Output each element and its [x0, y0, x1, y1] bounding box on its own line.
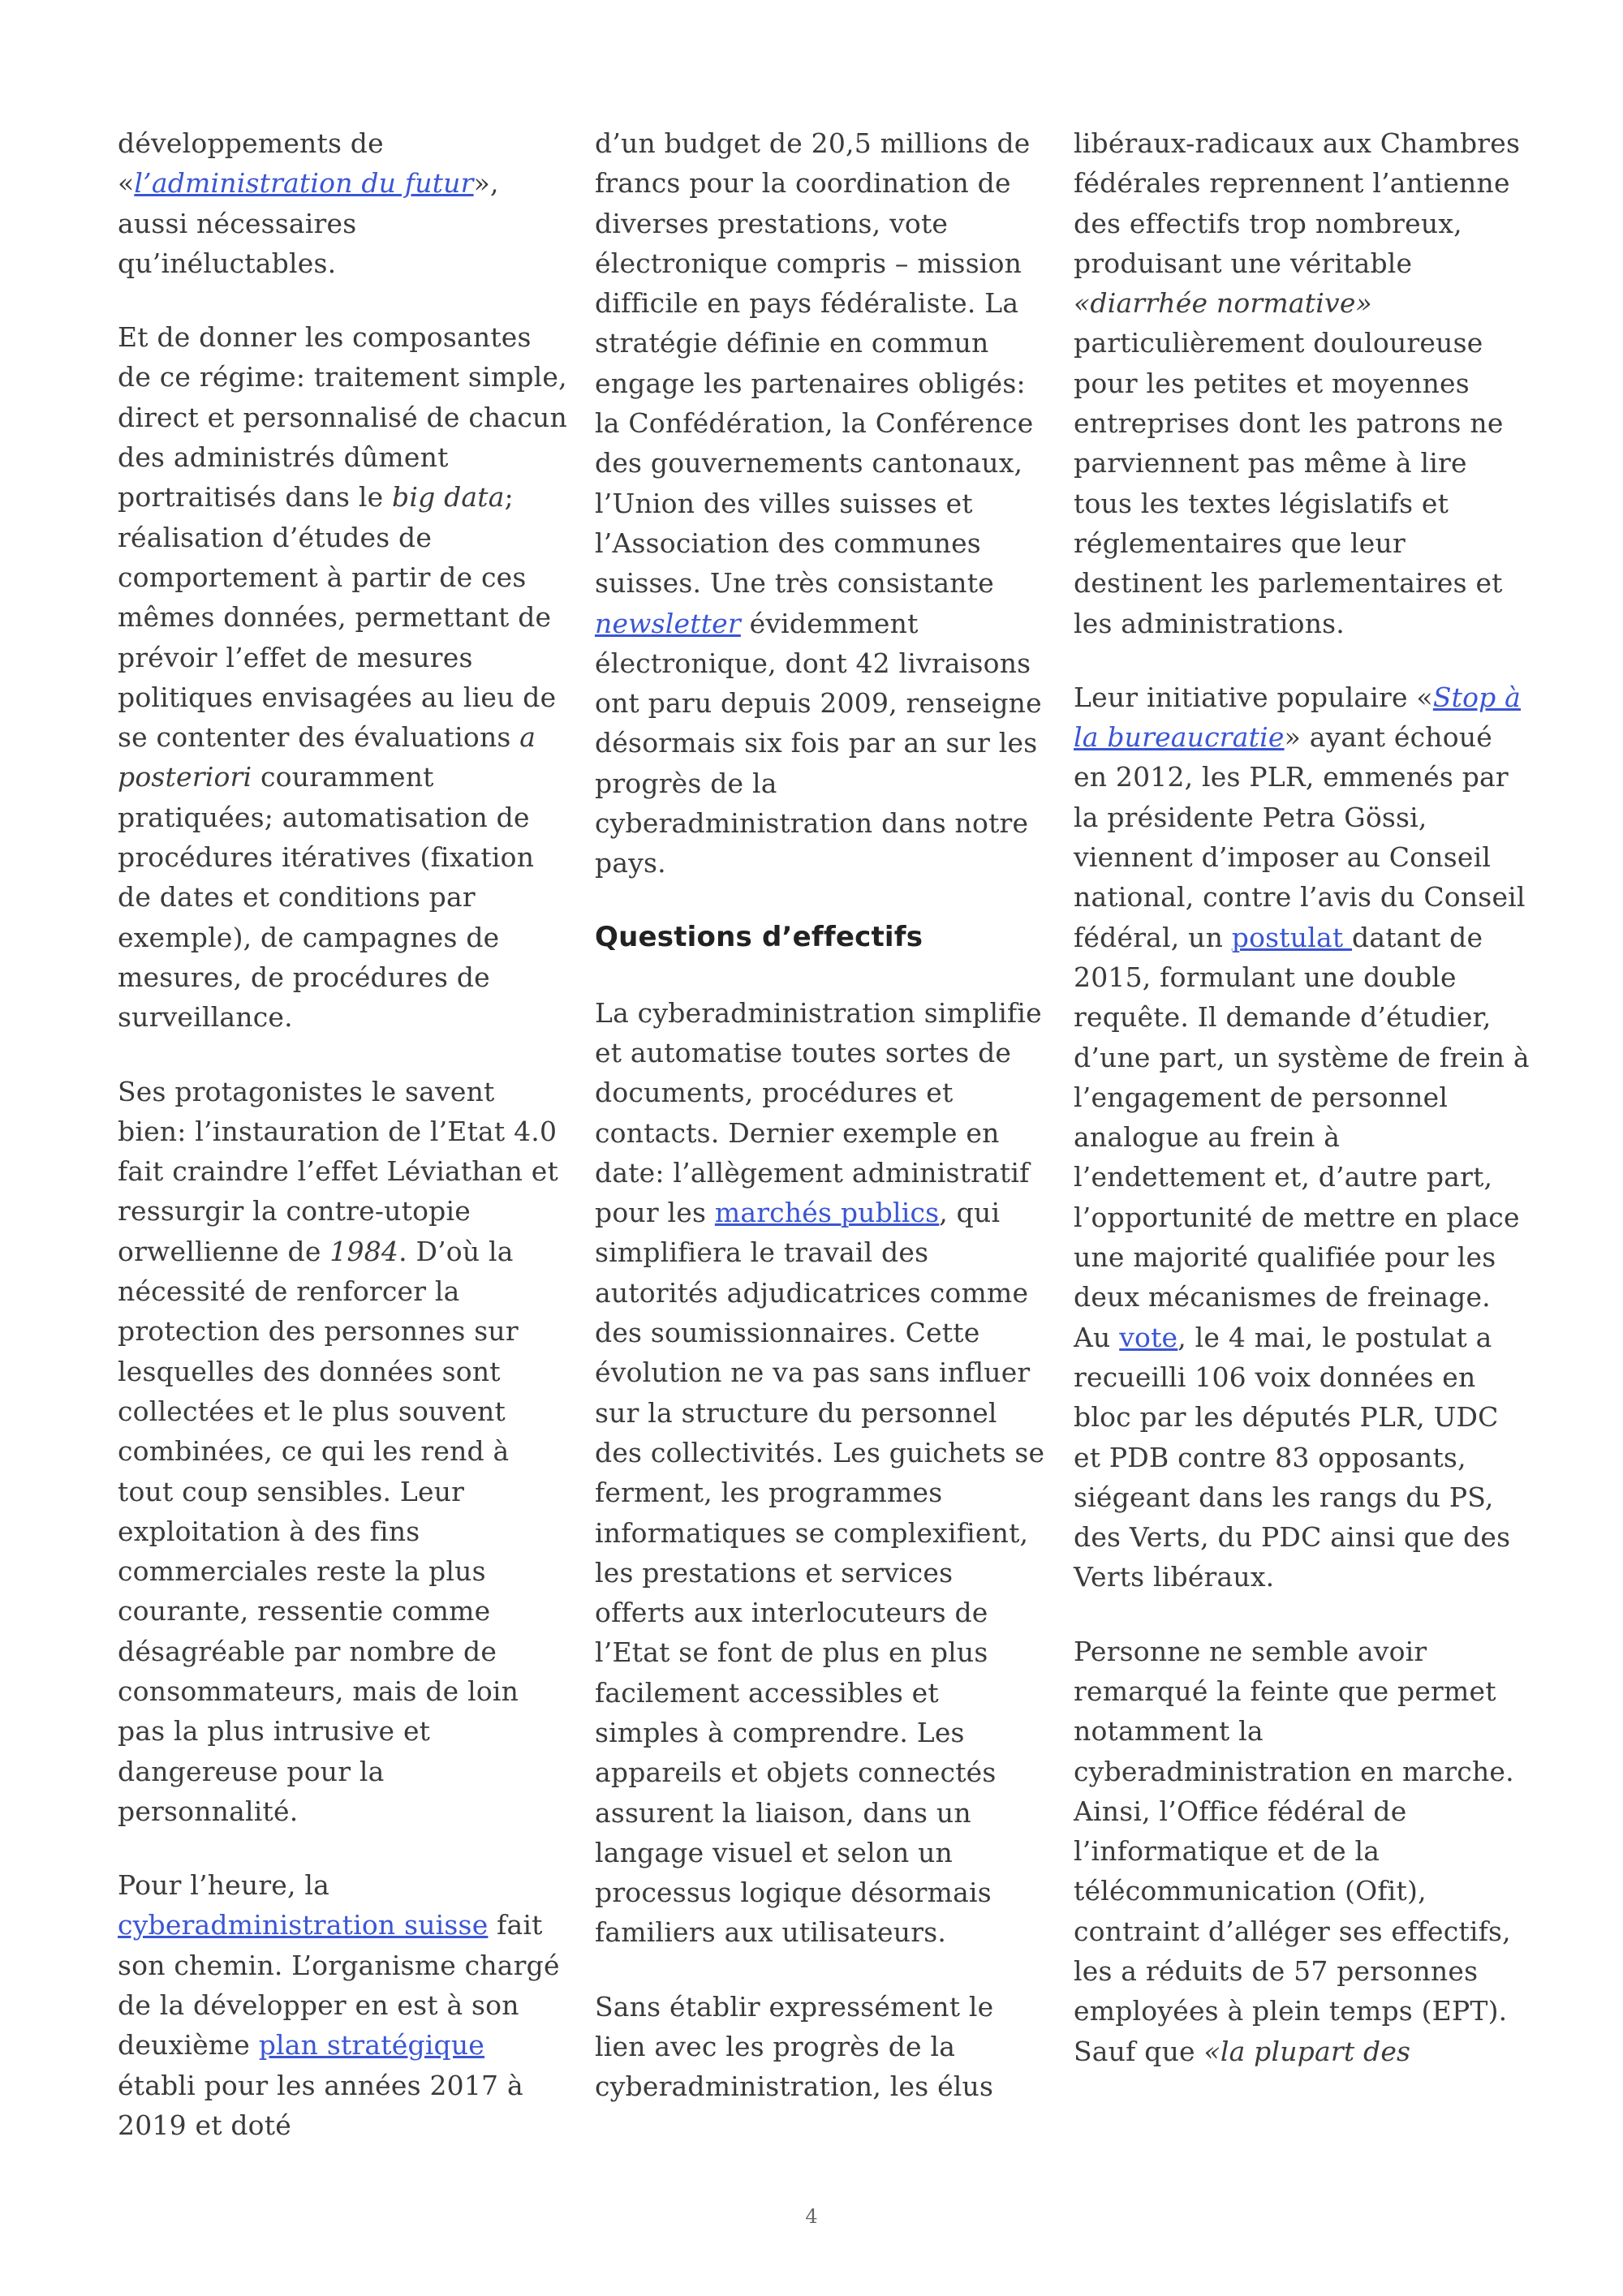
text: Et de donner les composantes de ce régime: traitement simple, direct et personnalisé de chacun des administrés dûment portraitisés dans le [118, 321, 567, 514]
text: fait son chemin. L’organisme chargé de la développer en est à son deuxième [118, 1909, 560, 2062]
text: », aussi nécessaires qu’inéluctables. [118, 167, 499, 279]
link-text[interactable]: l’administration du futur [134, 167, 474, 200]
italic-text: «la plupart des [1203, 2035, 1411, 2067]
column-2 [595, 123, 1045, 2141]
text: couramment pratiquées; automatisation de procédures itératives (fixation de dates et conditions par exemple), de campagnes de mesures, de procédures de surveillance. [118, 761, 535, 1034]
text: . D’où la nécessité de renforcer la protection des personnes sur lesquelles des données sont collectées et le plus souvent combinées, ce qui les rend à tout coup sensibles. Leur exploitation à des fins commerciales reste la plus courante, ressentie comme désagréable par nombre de consommateurs, mais de loin pas la plus intrusive et dangereuse pour la personnalité. [118, 1235, 519, 1827]
section-heading: Questions d’effectifs [595, 920, 923, 953]
text: Pour l’heure, la [118, 1869, 330, 1902]
text: » ayant échoué en 2012, les PLR, emmenés par la présidente Petra Gössi, viennent d’imposer au Conseil national, contre l’avis du Conseil fédéral, un [1074, 721, 1526, 953]
paragraph [118, 1865, 568, 2145]
italic-text: big data [392, 481, 505, 514]
text: établi pour les années 2017 à 2019 et doté [118, 2069, 523, 2141]
text: Leur initiative populaire « [1074, 681, 1433, 713]
text: particulièrement douloureuse pour les petites et moyennes entreprises dont les patrons ne parviennent pas même à lire tous les textes législatifs et réglementaires que leur destinent les parlementaires et les administrations. [1074, 327, 1504, 639]
text: d’un budget de 20,5 millions de francs pour la coordination de diverses prestations, vote électronique compris – mission difficile en pays fédéraliste. La stratégie définie en commun engage les partenaires obligés: la Confédération, la Conférence des gouvernements cantonaux, l’Union des villes suisses et l’Association des communes suisses. Une très consistante [595, 127, 1034, 600]
paragraph: Sans établir expressément le lien avec les progrès de la cyberadministration, les élus [595, 1990, 994, 2103]
paragraph [1074, 677, 1532, 1597]
text: , le 4 mai, le postulat a recueilli 106 voix données en bloc par les députés PLR, UDC et PDB contre 83 opposants, siégeant dans les rangs du PS, des Verts, du PDC ainsi que des Verts libéraux. [1074, 1321, 1511, 1593]
link-newsletter[interactable] [595, 608, 741, 639]
paragraph [1074, 123, 1532, 643]
text: ; réalisation d’études de comportement à partir de ces mêmes données, permettant de prévoir l’effet de mesures politiques envisagées au lieu de se contenter des évaluations [118, 481, 557, 754]
link-administration-du-futur[interactable] [134, 167, 473, 199]
column-3 [1074, 123, 1532, 2105]
link-plan-strategique[interactable]: plan stratégique [258, 2029, 485, 2062]
text: évidemment électronique, dont 42 livraisons ont paru depuis 2009, renseigne désormais six fois par an sur les progrès de la cyberadministration dans notre pays. [595, 607, 1042, 879]
italic-text: «diarrhée normative» [1074, 287, 1372, 320]
link-vote[interactable]: vote [1119, 1321, 1178, 1353]
column-1 [118, 123, 568, 2179]
italic-text: 1984 [329, 1235, 399, 1267]
link-cyberadministration-suisse[interactable]: cyberadministration suisse [118, 1909, 489, 1941]
link-postulat[interactable]: postulat [1231, 921, 1353, 953]
paragraph [595, 123, 1045, 884]
text: développements de « [118, 127, 384, 200]
paragraph [118, 1072, 568, 1832]
text: Personne ne semble avoir remarqué la feinte que permet notamment la cyberadministration en marche. Ainsi, l’Office fédéral de l’informatique et de la télécommunication (Ofit), contraint d’alléger ses effectifs, les a réduits de 57 personnes employées à plein temps (EPT). Sauf que [1074, 1635, 1514, 2067]
paragraph [595, 993, 1045, 1953]
link-text[interactable]: Stop à la bureaucratie [1074, 681, 1522, 754]
link-text[interactable]: newsletter [595, 607, 741, 639]
paragraph [118, 123, 568, 283]
paragraph [1074, 1632, 1532, 2071]
paragraph [118, 317, 568, 1037]
text: , qui simplifiera le travail des autorités adjudicatrices comme des soumissionnaires. Cette évolution ne va pas sans influer sur la structure du personnel des collectivités. Les guichets se ferment, les programmes informatiques se complexifient, les prestations et services offerts aux interlocuteurs de l’Etat se font de plus en plus facilement accessibles et simples à comprendre. Les appareils et objets connectés assurent la liaison, dans un langage visuel et selon un processus logique désormais familiers aux utilisateurs. [595, 1197, 1045, 1949]
italic-text: a posteriori [118, 721, 536, 793]
text: La cyberadministration simplifie et automatise toutes sortes de documents, procédures et contacts. Dernier exemple en date: l’allègement administratif pour les [595, 996, 1042, 1229]
text: libéraux-radicaux aux Chambres fédérales reprennent l’antienne des effectifs trop nombreux, produisant une véritable [1074, 127, 1521, 279]
link-marches-publics[interactable]: marchés publics [714, 1197, 940, 1229]
text: Ses protagonistes le savent bien: l’instauration de l’Etat 4.0 fait craindre l’effet Léviathan et ressurgir la contre-utopie orwellienne de [118, 1075, 558, 1267]
text: datant de 2015, formulant une double requête. Il demande d’étudier, d’une part, un système de frein à l’engagement de personnel analogue au frein à l’endettement et, d’autre part, l’opportunité de mettre en place une majorité qualifiée pour les deux mécanismes de freinage. Au [1074, 921, 1530, 1353]
page-number: 4 [805, 2205, 818, 2228]
